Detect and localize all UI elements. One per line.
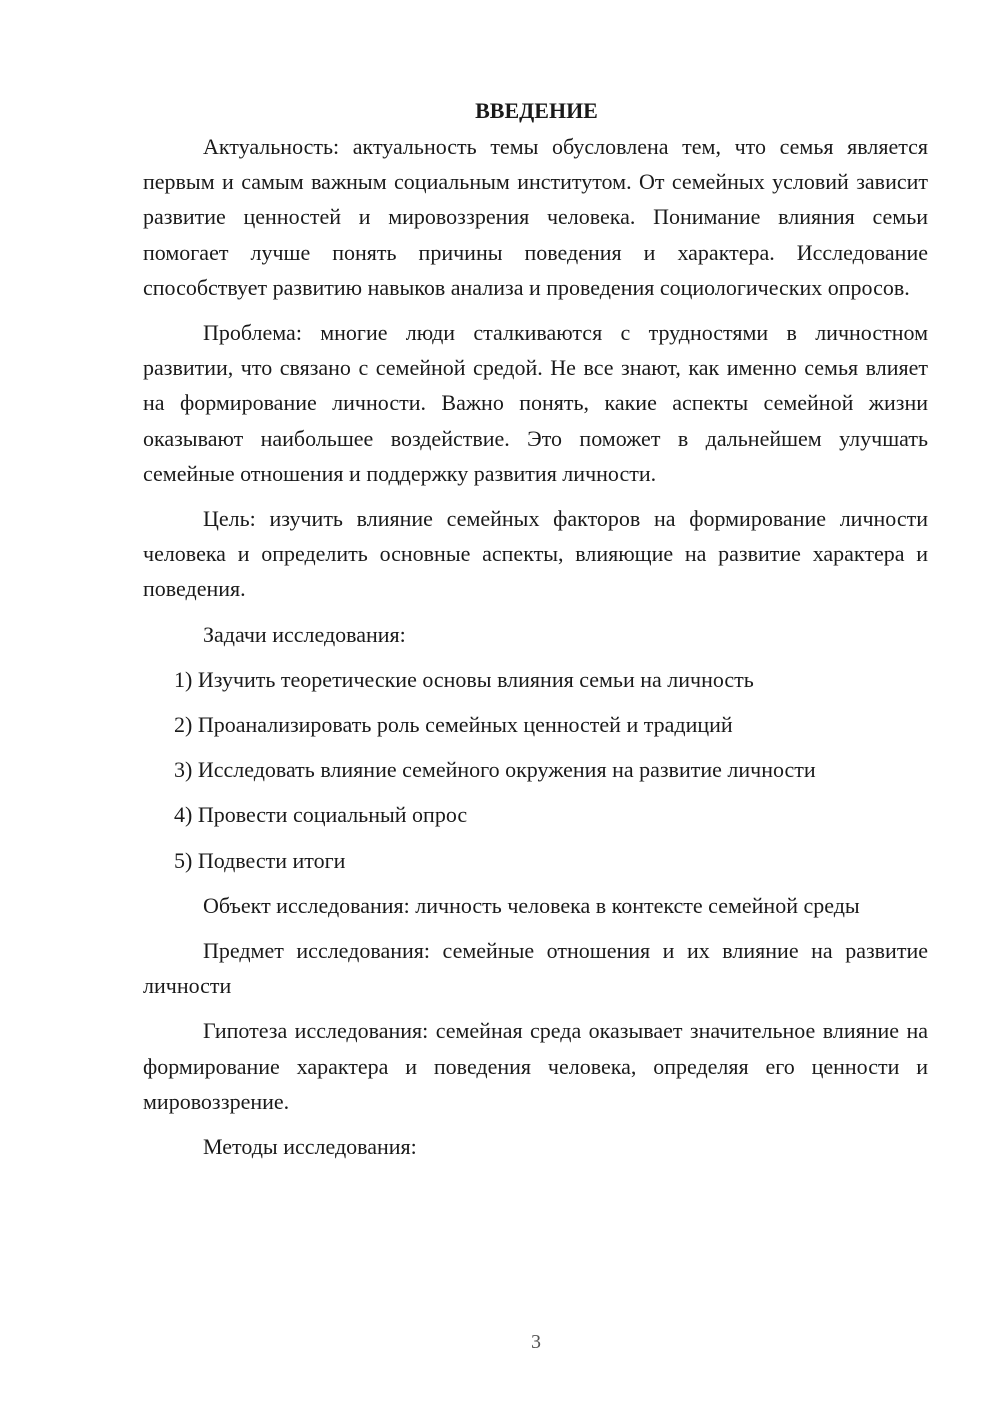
subject-paragraph: Предмет исследования: семейные отношения и их влияние на развитие личности xyxy=(143,938,928,999)
goal-paragraph: Цель: изучить влияние семейных факторов на формирование личности человека и определить основные аспекты, влияющие на развитие характера и поведения. xyxy=(143,506,928,602)
list-item: 1) Изучить теоретические основы влияния семьи на личность xyxy=(174,666,754,692)
tasks-title: Задачи исследования: xyxy=(203,621,406,647)
list-item: 4) Провести социальный опрос xyxy=(174,802,468,828)
tasks-list xyxy=(143,662,928,878)
page-number: 3 xyxy=(531,1331,541,1353)
problem-paragraph: Проблема: многие люди сталкиваются с трудностями в личностном развитии, что связано с семейной средой. Не все знают, как именно семья влияет на формирование личности. Важно понять, какие аспекты семейной жизни оказывают наибольшее воздействие. Это поможет в дальнейшем улучшать семейные отношения и поддержку развития личности. xyxy=(143,320,928,486)
list-item: 5) Подвести итоги xyxy=(174,847,346,873)
list-item: 2) Проанализировать роль семейных ценностей и традиций xyxy=(174,712,733,738)
document-page xyxy=(143,93,928,1174)
page-title: ВВЕДЕНИЕ xyxy=(475,98,598,123)
list-item: 3) Исследовать влияние семейного окружения на развитие личности xyxy=(174,757,816,783)
methods-title: Методы исследования: xyxy=(203,1134,417,1160)
hypothesis-paragraph: Гипотеза исследования: семейная среда оказывает значительное влияние на формирование характера и поведения человека, определяя его ценности и мировоззрение. xyxy=(143,1018,928,1114)
object-paragraph: Объект исследования: личность человека в контексте семейной среды xyxy=(203,892,860,918)
relevance-paragraph: Актуальность: актуальность темы обусловлена тем, что семья является первым и самым важным социальным институтом. От семейных условий зависит развитие ценностей и мировоззрения человека. Понимание влияния семьи помогает лучше понять причины поведения и характера. Исследование способствует развитию навыков анализа и проведения социологических опросов. xyxy=(143,134,928,300)
